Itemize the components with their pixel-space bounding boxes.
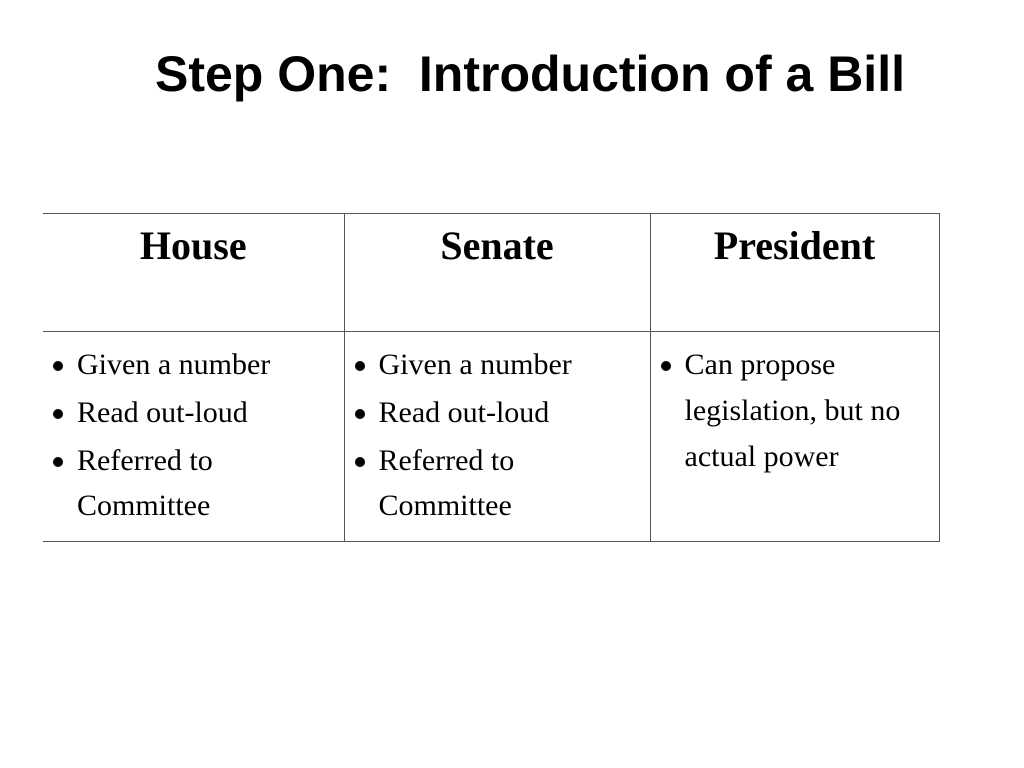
bullet-icon bbox=[355, 361, 365, 371]
list-item-text: Given a number bbox=[378, 348, 572, 381]
president-bullet-list bbox=[657, 342, 937, 480]
bullet-icon bbox=[355, 457, 365, 467]
bill-steps-table bbox=[43, 213, 940, 542]
list-item-text: Read out-loud bbox=[77, 396, 248, 429]
list-item bbox=[657, 342, 937, 480]
list-item-text: Can propose legislation, but no actual power bbox=[684, 348, 901, 473]
list-item bbox=[351, 342, 648, 387]
bullet-icon bbox=[661, 361, 671, 371]
list-item bbox=[49, 342, 342, 387]
bullet-icon bbox=[53, 361, 63, 371]
list-item-text: Referred to Committee bbox=[378, 444, 515, 522]
house-bullet-list bbox=[49, 342, 342, 528]
list-item-text: Given a number bbox=[77, 348, 271, 381]
list-item bbox=[49, 390, 342, 435]
senate-cell bbox=[344, 332, 650, 542]
bullet-icon bbox=[355, 409, 365, 419]
list-item bbox=[351, 438, 648, 528]
list-item bbox=[49, 438, 342, 528]
table-header-row bbox=[43, 214, 939, 332]
header-senate: Senate bbox=[344, 214, 650, 332]
senate-bullet-list bbox=[351, 342, 648, 528]
house-cell bbox=[43, 332, 344, 542]
bullet-icon bbox=[53, 409, 63, 419]
bullet-icon bbox=[53, 457, 63, 467]
header-president: President bbox=[650, 214, 939, 332]
list-item bbox=[351, 390, 648, 435]
header-house: House bbox=[43, 214, 344, 332]
list-item-text: Read out-loud bbox=[378, 396, 550, 429]
table-row bbox=[43, 332, 939, 542]
president-cell bbox=[650, 332, 939, 542]
list-item-text: Referred to Committee bbox=[77, 444, 213, 522]
slide-title: Step One: Introduction of a Bill bbox=[155, 46, 905, 102]
